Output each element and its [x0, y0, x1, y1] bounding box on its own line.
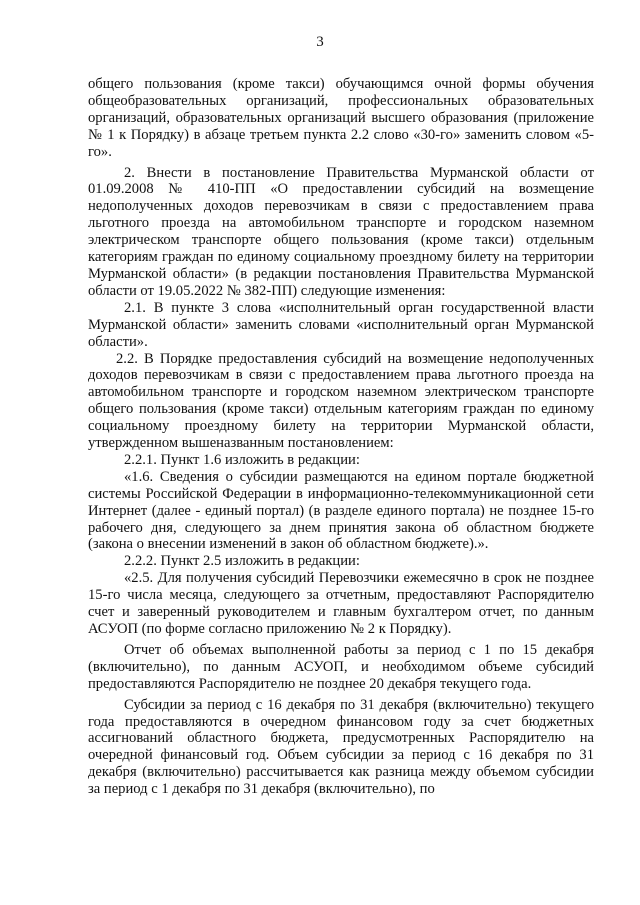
paragraph: Субсидии за период с 16 декабря по 31 декабря (включительно) текущего года предоставляются в очередном финансовом году за счет бюджетных ассигнований областного бюджета, предусмотренных Распорядителю на очередной финансовый год. Объем субсидии за период с 16 декабря по 31 декабря (включительно) рассчитывается как разница между объемом субсидии за период с 1 декабря по 31 декабря (включительно), по	[88, 696, 594, 798]
paragraph: 2.2.2. Пункт 2.5 изложить в редакции:	[124, 553, 360, 570]
paragraph: 2.2.1. Пункт 1.6 изложить в редакции:	[124, 451, 360, 468]
page-number: 3	[316, 34, 324, 50]
document-body	[88, 76, 594, 798]
paragraph: 2.1. В пункте 3 слова «исполнительный орган государственной власти Мурманской области» заменить словами «исполнительный орган Мурманской области».	[88, 299, 594, 350]
paragraph: 2.2. В Порядке предоставления субсидий на возмещение недополученных доходов перевозчикам в связи с предоставлением права льготного проезда на автомобильном транспорте и городском наземном электрическом транспорте общего пользования (кроме такси) отдельным категориям граждан по единому социальному проездному билету на территории Мурманской области, утвержденном вышеназванным постановлением:	[88, 350, 594, 452]
quoted-paragraph: «1.6. Сведения о субсидии размещаются на едином портале бюджетной системы Российской Федерации в информационно-телекоммуникационной сети Интернет (далее - единый портал) (в разделе единого портала) не позднее 15-го рабочего дня, следующего за днем принятия закона об областном бюджете (закона о внесении изменений в закон об областном бюджете).».	[88, 468, 594, 553]
paragraph: общего пользования (кроме такси) обучающимся очной формы обучения общеобразовательных организаций, профессиональных образовательных организаций, образовательных организаций высшего образования (приложение № 1 к Порядку) в абзаце третьем пункта 2.2 слово «30-го» заменить словом «5-го».	[88, 76, 594, 160]
quoted-paragraph: «2.5. Для получения субсидий Перевозчики ежемесячно в срок не позднее 15-го числа месяца, следующего за отчетным, предоставляют Распорядителю счет и заверенный руководителем и главным бухгалтером отчет, по данным АСУОП (по форме согласно приложению № 2 к Порядку).	[88, 570, 594, 637]
paragraph: Отчет об объемах выполненной работы за период с 1 по 15 декабря (включительно), по данным АСУОП, и необходимом объеме субсидий предоставляются Распорядителю не позднее 20 декабря текущего года.	[88, 641, 594, 692]
paragraph: 2. Внести в постановление Правительства Мурманской области от 01.09.2008 № 410-ПП «О предоставлении субсидий на возмещение недополученных доходов перевозчикам в связи с предоставлением права льготного проезда на автомобильном транспорте и городском наземном электрическом транспорте общего пользования (кроме такси) отдельным категориям граждан по единому социальному проездному билету на территории Мурманской области» (в редакции постановления Правительства Мурманской области от 19.05.2022 № 382-ПП) следующие изменения:	[88, 164, 594, 299]
